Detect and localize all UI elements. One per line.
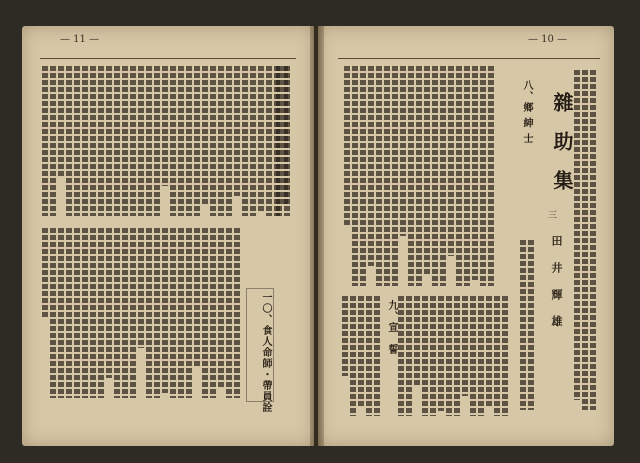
text-line bbox=[392, 66, 398, 286]
text-line bbox=[162, 228, 168, 393]
text-line bbox=[66, 228, 72, 398]
text-line bbox=[416, 66, 422, 286]
text-line bbox=[114, 66, 120, 216]
text-line bbox=[520, 240, 526, 410]
page-number-left: — 11 — bbox=[60, 34, 100, 45]
text-line bbox=[368, 66, 374, 266]
text-line bbox=[170, 228, 176, 398]
text-line bbox=[590, 70, 596, 410]
text-line bbox=[480, 66, 486, 286]
text-line bbox=[50, 228, 56, 398]
text-line bbox=[488, 66, 494, 286]
text-line bbox=[138, 228, 144, 348]
text-line bbox=[456, 66, 462, 286]
text-line bbox=[344, 66, 350, 226]
text-line bbox=[446, 296, 452, 416]
text-line bbox=[440, 66, 446, 286]
text-line bbox=[486, 296, 492, 406]
text-line bbox=[352, 66, 358, 286]
text-line bbox=[464, 66, 470, 286]
text-line bbox=[178, 228, 184, 398]
text-line bbox=[146, 228, 152, 398]
text-line bbox=[210, 66, 216, 216]
text-line bbox=[258, 66, 264, 211]
text-block-left-edge bbox=[276, 66, 290, 216]
text-line bbox=[106, 228, 112, 378]
text-line bbox=[90, 66, 96, 216]
section-heading-10: 一〇、食人命師・帶員詮 bbox=[260, 292, 271, 413]
text-line bbox=[186, 66, 192, 216]
text-line bbox=[226, 228, 232, 398]
text-line bbox=[58, 66, 64, 176]
text-line bbox=[342, 296, 348, 376]
text-line bbox=[432, 66, 438, 286]
text-block-left-upper bbox=[42, 66, 288, 216]
text-line bbox=[130, 66, 136, 216]
text-line bbox=[114, 228, 120, 398]
text-line bbox=[250, 66, 256, 216]
text-line bbox=[90, 228, 96, 398]
text-line bbox=[528, 240, 534, 410]
text-line bbox=[98, 228, 104, 398]
text-line bbox=[122, 66, 128, 216]
section-heading-9: 九、宣 誓 bbox=[386, 300, 397, 355]
text-line bbox=[400, 66, 406, 236]
text-line bbox=[284, 66, 290, 216]
page-number-right: — 10 — bbox=[528, 34, 568, 45]
text-line bbox=[194, 228, 200, 368]
text-line bbox=[186, 228, 192, 398]
text-line bbox=[478, 296, 484, 416]
text-line bbox=[406, 296, 412, 416]
text-line bbox=[574, 70, 580, 400]
text-line bbox=[276, 66, 282, 216]
text-line bbox=[472, 66, 478, 280]
text-line bbox=[178, 66, 184, 216]
text-line bbox=[226, 66, 232, 216]
text-line bbox=[454, 296, 460, 416]
text-line bbox=[154, 228, 160, 398]
header-rule-right bbox=[338, 58, 600, 59]
text-line bbox=[376, 66, 382, 286]
text-line bbox=[42, 66, 48, 216]
text-line bbox=[74, 66, 80, 216]
text-line bbox=[42, 228, 48, 318]
text-line bbox=[218, 66, 224, 216]
text-line bbox=[242, 66, 248, 216]
text-line bbox=[98, 66, 104, 216]
text-block-right-upper bbox=[344, 66, 494, 286]
text-line bbox=[82, 66, 88, 216]
text-line bbox=[210, 228, 216, 398]
text-line bbox=[234, 228, 240, 398]
text-line bbox=[234, 66, 240, 196]
text-line bbox=[424, 66, 430, 274]
book-gutter bbox=[310, 26, 324, 446]
text-line bbox=[430, 296, 436, 416]
text-line bbox=[438, 296, 444, 411]
text-line bbox=[154, 66, 160, 216]
text-block-under-author bbox=[520, 240, 534, 410]
text-line bbox=[358, 296, 364, 406]
text-line bbox=[470, 296, 476, 416]
text-line bbox=[266, 66, 272, 216]
article-author: 田 井 輝 雄 bbox=[550, 235, 563, 333]
text-line bbox=[130, 228, 136, 398]
text-line bbox=[494, 296, 500, 416]
text-line bbox=[384, 66, 390, 286]
text-line bbox=[194, 66, 200, 216]
section-heading-8: 八、鄉 紳 士 bbox=[521, 80, 532, 144]
text-line bbox=[82, 228, 88, 398]
text-line bbox=[146, 66, 152, 216]
text-line bbox=[138, 66, 144, 216]
text-line bbox=[218, 228, 224, 388]
text-block-right-lower-end bbox=[342, 296, 380, 416]
text-line bbox=[422, 296, 428, 416]
text-line bbox=[106, 66, 112, 216]
text-line bbox=[170, 66, 176, 216]
header-rule-left bbox=[40, 58, 296, 59]
article-title: 雜 助 集 bbox=[550, 92, 574, 196]
text-line bbox=[366, 296, 372, 416]
text-line bbox=[50, 66, 56, 216]
text-line bbox=[360, 66, 366, 286]
text-line bbox=[202, 228, 208, 398]
text-line bbox=[202, 66, 208, 206]
text-line bbox=[74, 228, 80, 398]
text-line bbox=[162, 66, 168, 186]
text-line bbox=[502, 296, 508, 416]
text-block-right-lower bbox=[398, 296, 508, 416]
text-line bbox=[448, 66, 454, 256]
text-line bbox=[350, 296, 356, 416]
text-block-left-lower bbox=[42, 228, 240, 398]
text-line bbox=[66, 66, 72, 216]
text-line bbox=[462, 296, 468, 396]
text-line bbox=[414, 296, 420, 386]
text-line bbox=[122, 228, 128, 398]
text-line bbox=[58, 228, 64, 398]
text-line bbox=[582, 70, 588, 410]
text-line bbox=[408, 66, 414, 286]
text-block-right-edge bbox=[574, 70, 596, 410]
article-number: 三 bbox=[546, 210, 556, 219]
text-line bbox=[374, 296, 380, 416]
